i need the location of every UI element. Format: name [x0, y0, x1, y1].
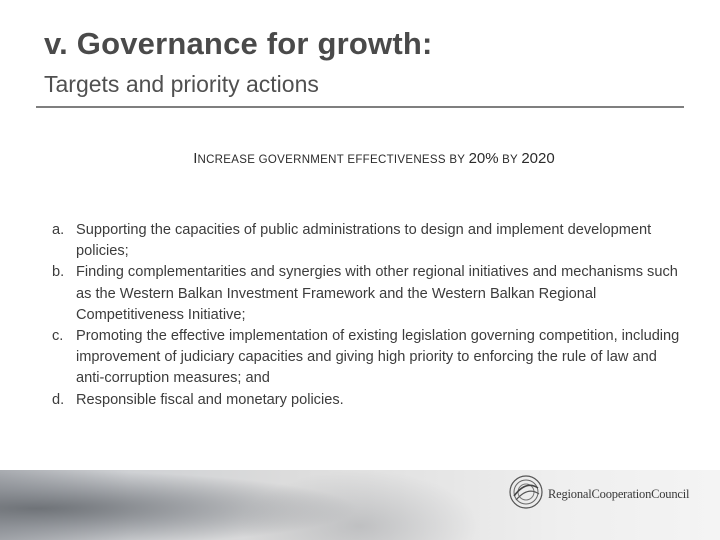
list-item-text: Responsible fiscal and monetary policies.	[76, 391, 344, 408]
target-lead-cap: I	[193, 150, 198, 167]
list-item	[52, 326, 684, 390]
list-marker: c.	[52, 328, 64, 345]
list-item-text: Supporting the capacities of public administrations to design and implement development policies;	[76, 222, 652, 260]
priority-actions-list	[52, 220, 684, 411]
list-item-text: Promoting the effective implementation of existing legislation governing competition, including improvement of judiciary capacities and giving high priority to enforcing the rule of law and anti-corruption measures; and	[76, 328, 680, 387]
target-lead-text: NCREASE GOVERNMENT EFFECTIVENESS BY	[197, 154, 469, 166]
rcc-logo-icon	[508, 474, 544, 510]
list-marker: d.	[52, 391, 65, 408]
target-middle-text: BY	[498, 154, 522, 166]
target-heading	[0, 150, 720, 167]
list-marker: a.	[52, 222, 65, 238]
list-item	[52, 220, 684, 262]
target-year: 2020	[521, 150, 555, 167]
slide-subtitle: Targets and priority actions	[44, 71, 319, 97]
list-item	[52, 390, 684, 411]
list-item-text: Finding complementarities and synergies with other regional initiatives and mechanisms such as the Western Balkan Investment Framework and the Western Balkan Regional Competitiveness Initiative;	[76, 264, 678, 323]
slide-title: v. Governance for growth:	[44, 26, 433, 61]
target-value: 20%	[468, 150, 499, 167]
list-item	[52, 262, 684, 326]
footer-photo-overlay	[240, 470, 480, 540]
footer-banner	[0, 470, 720, 540]
rcc-logo-text: RegionalCooperationCouncil	[548, 487, 690, 501]
title-divider	[36, 106, 684, 108]
list-marker: b.	[52, 264, 65, 281]
